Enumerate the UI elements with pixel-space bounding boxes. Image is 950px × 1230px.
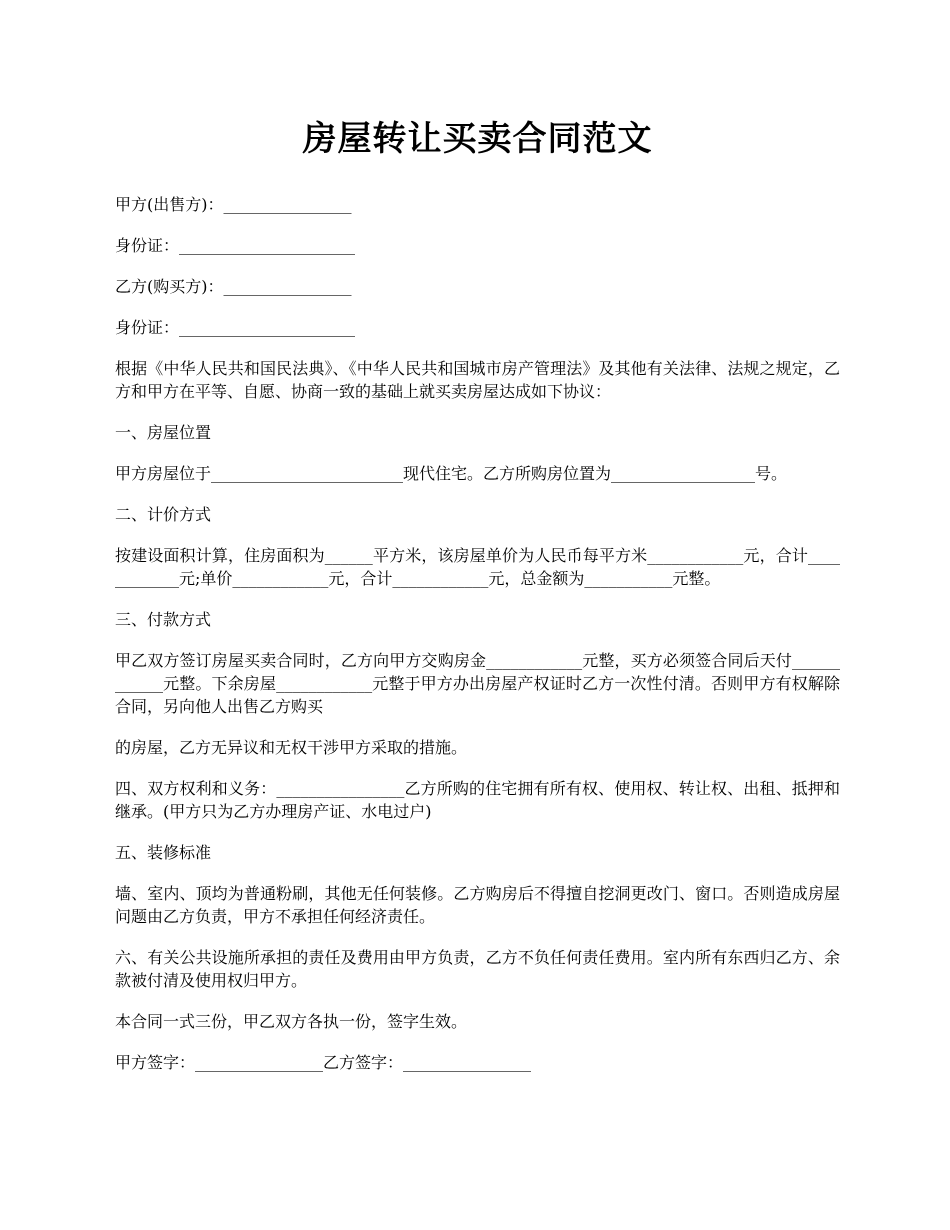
location-paragraph: 甲方房屋位于________________________现代住宅。乙方所购房位置为__________________号。 (115, 464, 788, 483)
pricing-paragraph: 按建设面积计算，住房面积为______平方米，该房屋单价为人民币每平方米____________元，合计____________元;单价____________元，合计____________元，总金额为___________元整。 (115, 546, 840, 588)
rights-obligations-paragraph: 四、双方权利和义务：________________乙方所购的住宅拥有所有权、使用权、转让权、出租、抵押和继承。(甲方只为乙方办理房产证、水电过户) (115, 779, 840, 821)
public-facilities-paragraph: 六、有关公共设施所承担的责任及费用由甲方负责，乙方不负任何责任费用。室内所有东西归乙方、余款被付清及使用权归甲方。 (115, 948, 840, 990)
payment-paragraph-continued: 的房屋，乙方无异议和无权干涉甲方采取的措施。 (115, 738, 468, 757)
copies-paragraph: 本合同一式三份，甲乙双方各执一份，签字生效。 (115, 1012, 468, 1031)
page-title: 房屋转让买卖合同范文 (302, 119, 653, 159)
seller-field: 甲方(出售方)：________________ (115, 195, 352, 214)
decoration-paragraph: 墙、室内、顶均为普通粉刷，其他无任何装修。乙方购房后不得擅自挖洞更改门、窗口。否则造成房屋问题由乙方负责，甲方不承担任何经济责任。 (115, 884, 840, 926)
section-heading-payment: 三、付款方式 (115, 610, 212, 629)
section-heading-pricing: 二、计价方式 (115, 505, 212, 524)
section-heading-decoration: 五、装修标准 (115, 843, 212, 862)
buyer-id-field: 身份证：______________________ (115, 318, 356, 337)
seller-id-field: 身份证：______________________ (115, 236, 356, 255)
signature-line: 甲方签字：________________乙方签字：________________ (115, 1053, 532, 1072)
buyer-field: 乙方(购买方)：________________ (115, 277, 352, 296)
contract-page (115, 105, 840, 1092)
payment-paragraph: 甲乙双方签订房屋买卖合同时，乙方向甲方交购房金____________元整，买方必须签合同后天付____________元整。下余房屋____________元整于甲方办出房屋产权证时乙方一次性付清。否则甲方有权解除合同，另向他人出售乙方购买 (115, 651, 840, 716)
section-heading-location: 一、房屋位置 (115, 423, 212, 442)
legal-basis-paragraph: 根据《中华人民共和国民法典》、《中华人民共和国城市房产管理法》及其他有关法律、法规之规定，乙方和甲方在平等、自愿、协商一致的基础上就买卖房屋达成如下协议： (115, 359, 840, 401)
